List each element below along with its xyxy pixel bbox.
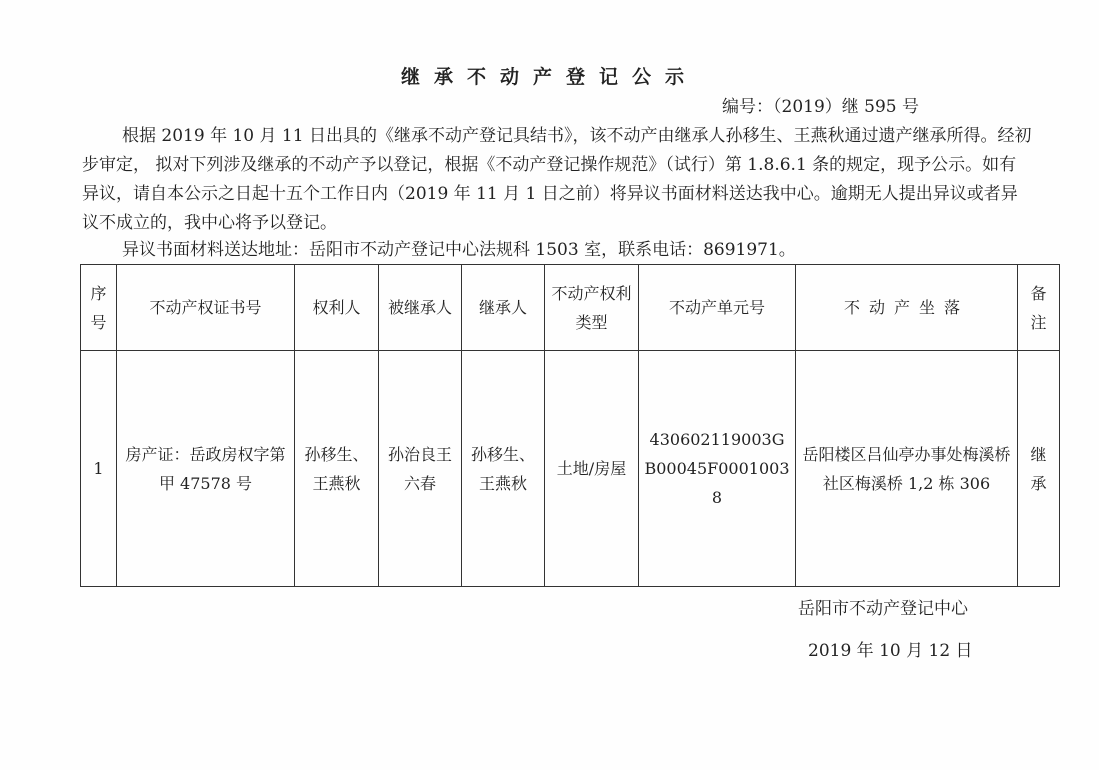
cell-unit-no: 430602119003GB00045F00010038 xyxy=(639,351,796,587)
notice-body: 根据 2019 年 10 月 11 日出具的《继承不动产登记具结书》，该不动产由继承人孙移生、王燕秋通过遗产继承所得。经初步审定， 拟对下列涉及继承的不动产予以登记，根据《不动产登记操作规范》（试行）第 1.8.6.1 条的规定，现予公示。如有异议，请自本公示之日起十五个工作日内（2019 年 11 月 1 日之前）将异议书面材料送达我中心。逾期无人提出异议或者异议不成立的，我中心将予以登记。 xyxy=(82,126,1032,233)
header-decedent: 被继承人 xyxy=(379,265,462,351)
header-remark: 备注 xyxy=(1018,265,1060,351)
issue-date: 2019 年 10 月 12 日 xyxy=(808,641,973,661)
cell-heir: 孙移生、王燕秋 xyxy=(462,351,545,587)
header-unit-no: 不动产单元号 xyxy=(639,265,796,351)
cell-right-holder: 孙移生、王燕秋 xyxy=(295,351,379,587)
cell-location: 岳阳楼区吕仙亭办事处梅溪桥社区梅溪桥 1,2 栋 306 xyxy=(796,351,1018,587)
objection-address: 异议书面材料送达地址：岳阳市不动产登记中心法规科 1503 室，联系电话：8691971。 xyxy=(122,240,796,260)
cell-cert-no: 房产证：岳政房权字第甲 47578 号 xyxy=(117,351,295,587)
issuing-organization: 岳阳市不动产登记中心 xyxy=(798,599,968,619)
cell-decedent: 孙治良王六春 xyxy=(379,351,462,587)
cell-seq: 1 xyxy=(81,351,117,587)
table-row xyxy=(81,351,1060,587)
registration-table xyxy=(80,264,1060,587)
table-header-row xyxy=(81,265,1060,351)
header-heir: 继承人 xyxy=(462,265,545,351)
document-number: 编号：（2019）继 595 号 xyxy=(722,97,920,117)
header-right-type: 不动产权利类型 xyxy=(545,265,639,351)
header-seq: 序号 xyxy=(81,265,117,351)
notice-title: 继承不动产登记公示 xyxy=(400,66,698,88)
header-location: 不动产坐落 xyxy=(796,265,1018,351)
cell-remark: 继承 xyxy=(1018,351,1060,587)
header-right-holder: 权利人 xyxy=(295,265,379,351)
header-cert-no: 不动产权证书号 xyxy=(117,265,295,351)
cell-right-type: 土地/房屋 xyxy=(545,351,639,587)
